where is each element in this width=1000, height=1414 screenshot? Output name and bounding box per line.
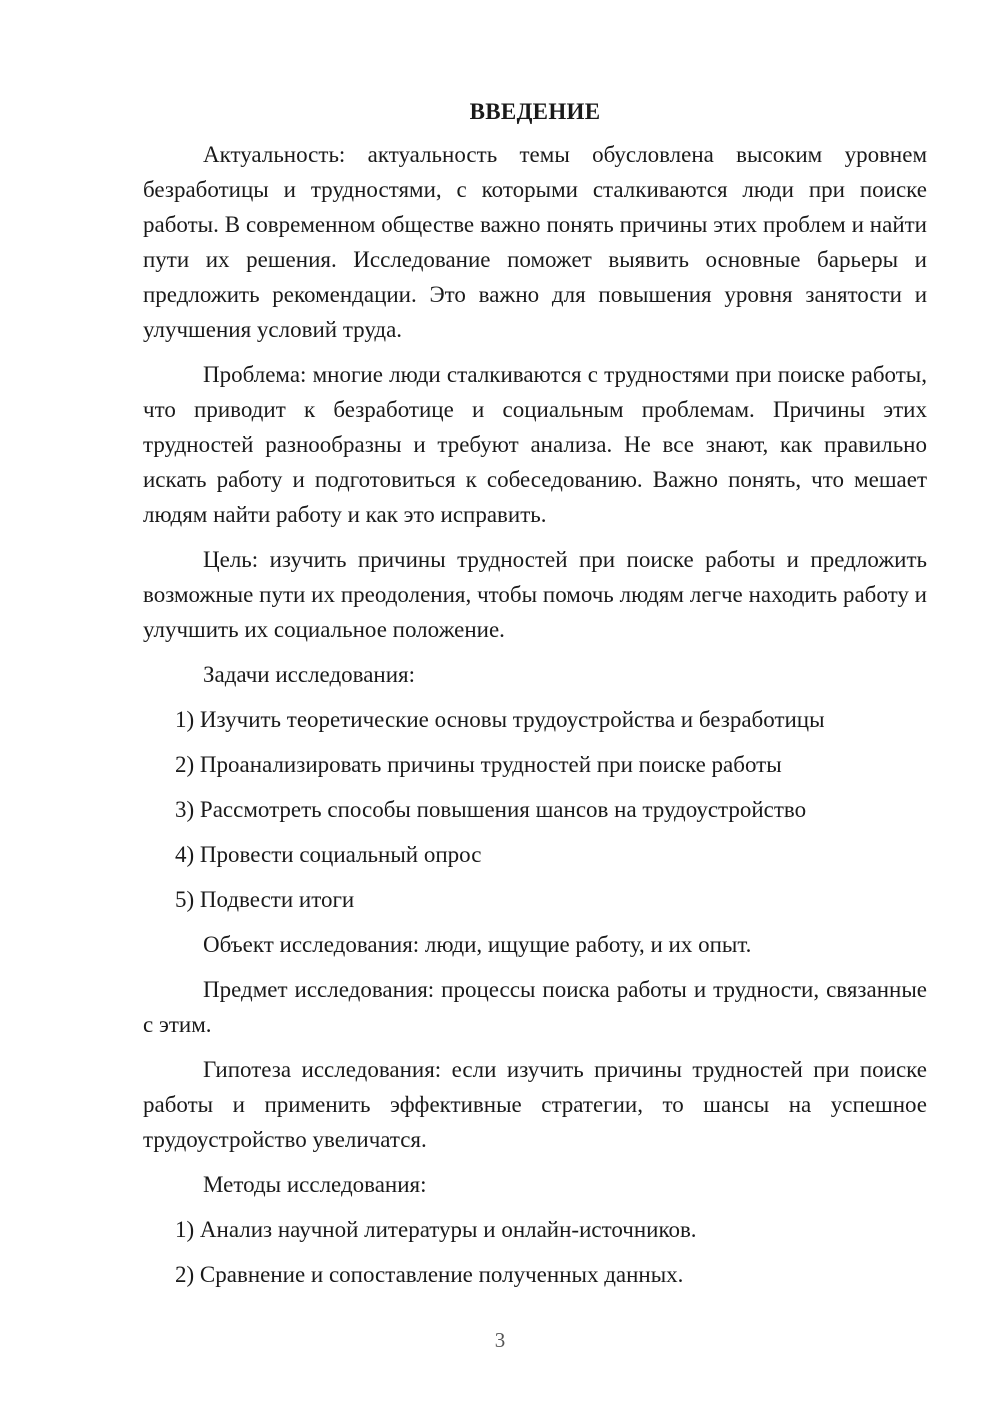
list-item: 4) Провести социальный опрос [175,842,482,867]
list-item: 2) Проанализировать причины трудностей при поиске работы [175,752,782,777]
document-page [143,94,927,1302]
section-title: ВВЕДЕНИЕ [469,99,601,124]
methods-list [143,1212,927,1292]
relevance-paragraph: Актуальность: актуальность темы обусловлена высоким уровнем безработицы и трудностями, с которыми сталкиваются люди при поиске работы. В современном обществе важно понять причины этих проблем и найти пути их решения. Исследование поможет выявить основные барьеры и предложить рекомендации. Это важно для повышения уровня занятости и улучшения условий труда. [143,142,927,342]
methods-heading: Методы исследования: [203,1172,427,1197]
goal-paragraph: Цель: изучить причины трудностей при поиске работы и предложить возможные пути их преодоления, чтобы помочь людям легче находить работу и улучшить их социальное положение. [143,547,927,642]
tasks-list [143,702,927,917]
object-paragraph: Объект исследования: люди, ищущие работу, и их опыт. [203,932,752,957]
tasks-heading: Задачи исследования: [203,662,416,687]
subject-paragraph: Предмет исследования: процессы поиска работы и трудности, связанные с этим. [143,977,927,1037]
list-item: 1) Анализ научной литературы и онлайн-источников. [175,1217,697,1242]
list-item: 3) Рассмотреть способы повышения шансов на трудоустройство [175,797,807,822]
list-item: 5) Подвести итоги [175,887,355,912]
list-item: 2) Сравнение и сопоставление полученных данных. [175,1262,684,1287]
hypothesis-paragraph: Гипотеза исследования: если изучить причины трудностей при поиске работы и применить эффективные стратегии, то шансы на успешное трудоустройство увеличатся. [143,1057,927,1152]
problem-paragraph: Проблема: многие люди сталкиваются с трудностями при поиске работы, что приводит к безработице и социальным проблемам. Причины этих трудностей разнообразны и требуют анализа. Не все знают, как правильно искать работу и подготовиться к собеседованию. Важно понять, что мешает людям найти работу и как это исправить. [143,362,927,527]
page-number: 3 [494,1328,506,1352]
list-item: 1) Изучить теоретические основы трудоустройства и безработицы [175,707,825,732]
